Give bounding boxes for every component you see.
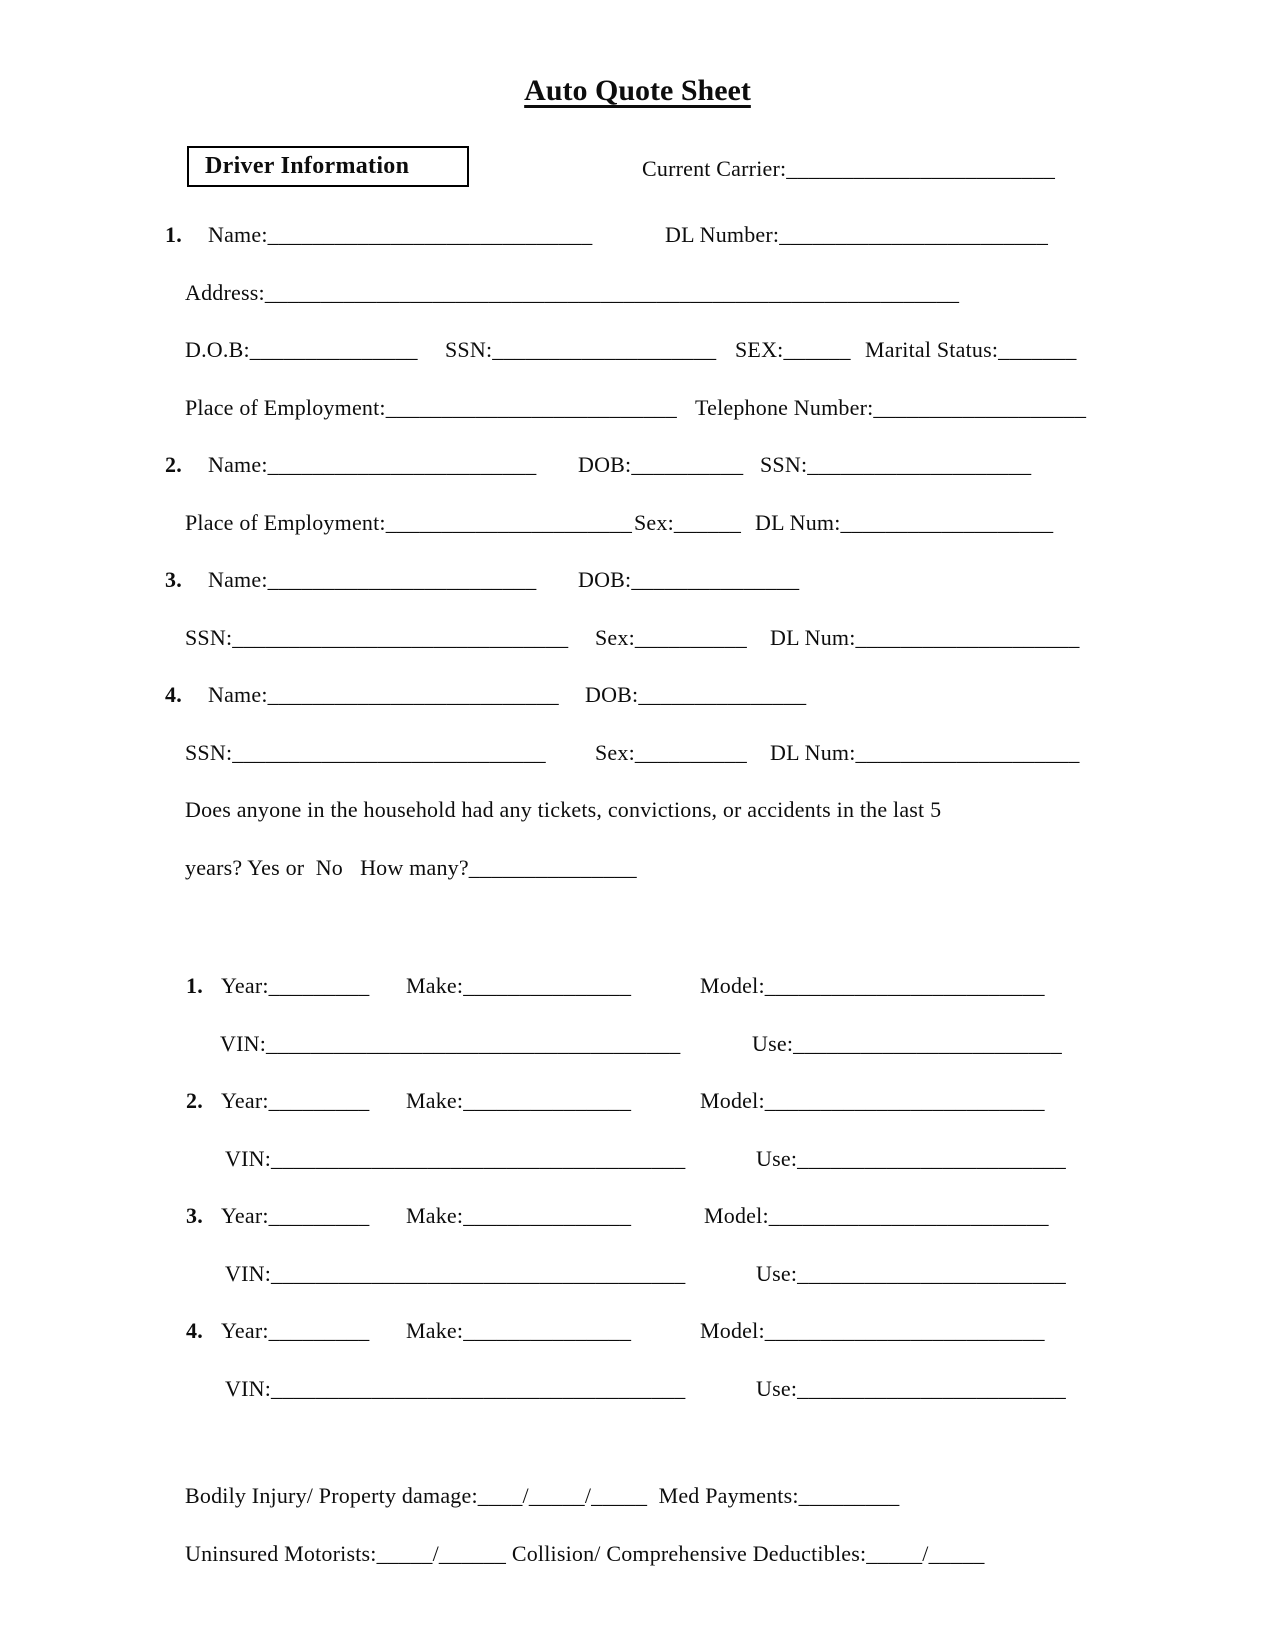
vehicle2-use-field: Use:________________________ bbox=[756, 1146, 1066, 1171]
driver3-ssn-row bbox=[0, 625, 1275, 655]
driver2-ssn-field: SSN:____________________ bbox=[760, 452, 1032, 477]
vehicle3-year-field: Year:_________ bbox=[221, 1203, 370, 1228]
vehicle2-vin-row bbox=[0, 1146, 1275, 1176]
vehicle4-use-field: Use:________________________ bbox=[756, 1376, 1066, 1401]
household-question-row1 bbox=[0, 797, 1275, 827]
vehicle1-vin-field: VIN:_____________________________________ bbox=[220, 1031, 681, 1056]
vehicle3-use-field: Use:________________________ bbox=[756, 1261, 1066, 1286]
driver4-sex-field: Sex:__________ bbox=[595, 740, 747, 765]
household-question-line1: Does anyone in the household had any tickets, convictions, or accidents in the last 5 bbox=[185, 797, 942, 822]
vehicle2-vin-field: VIN:_____________________________________ bbox=[225, 1146, 686, 1171]
vehicle2-year-field: Year:_________ bbox=[221, 1088, 370, 1113]
vehicle2-row bbox=[0, 1088, 1275, 1118]
driver1-sex-field: SEX:______ bbox=[735, 337, 851, 362]
driver4-ssn-row bbox=[0, 740, 1275, 770]
driver2-dob-field: DOB:__________ bbox=[578, 452, 744, 477]
vehicle1-number: 1. bbox=[186, 973, 203, 998]
vehicle1-vin-row bbox=[0, 1031, 1275, 1061]
vehicle2-model-field: Model:_________________________ bbox=[700, 1088, 1045, 1113]
driver2-number: 2. bbox=[165, 452, 182, 477]
driver1-employment-field: Place of Employment:__________________________ bbox=[185, 395, 677, 420]
driver3-name-field: Name:________________________ bbox=[208, 567, 537, 592]
current-carrier-row bbox=[0, 156, 1275, 186]
vehicle3-make-field: Make:_______________ bbox=[406, 1203, 632, 1228]
vehicle4-year-field: Year:_________ bbox=[221, 1318, 370, 1343]
vehicle1-use-field: Use:________________________ bbox=[752, 1031, 1062, 1056]
vehicle3-row bbox=[0, 1203, 1275, 1233]
driver3-sex-field: Sex:__________ bbox=[595, 625, 747, 650]
driver1-marital-status-field: Marital Status:_______ bbox=[865, 337, 1077, 362]
vehicle3-vin-row bbox=[0, 1261, 1275, 1291]
coverage-uninsured-row bbox=[0, 1541, 1275, 1571]
driver-information-label: Driver Information bbox=[205, 153, 410, 179]
driver4-dl-num-field: DL Num:____________________ bbox=[770, 740, 1080, 765]
driver4-ssn-field: SSN:____________________________ bbox=[185, 740, 546, 765]
driver2-employment-row bbox=[0, 510, 1275, 540]
household-question-line2: years? Yes or No How many?_______________ bbox=[185, 855, 637, 880]
vehicle1-row bbox=[0, 973, 1275, 1003]
driver3-number: 3. bbox=[165, 567, 182, 592]
page-title: Auto Quote Sheet bbox=[524, 74, 751, 107]
driver4-dob-field: DOB:_______________ bbox=[585, 682, 807, 707]
vehicle1-year-field: Year:_________ bbox=[221, 973, 370, 998]
driver2-dl-num-field: DL Num:___________________ bbox=[755, 510, 1054, 535]
vehicle2-make-field: Make:_______________ bbox=[406, 1088, 632, 1113]
driver2-employment-field: Place of Employment:______________________ bbox=[185, 510, 633, 535]
vehicle1-model-field: Model:_________________________ bbox=[700, 973, 1045, 998]
driver4-name-row bbox=[0, 682, 1275, 712]
driver2-name-row bbox=[0, 452, 1275, 482]
household-question-row2 bbox=[0, 855, 1275, 885]
coverage-bodily-injury-row bbox=[0, 1483, 1275, 1513]
coverage-bodily-injury-line: Bodily Injury/ Property damage:____/_____/_____ Med Payments:_________ bbox=[185, 1483, 900, 1508]
driver1-name-row bbox=[0, 222, 1275, 252]
vehicle4-number: 4. bbox=[186, 1318, 203, 1343]
driver1-ssn-field: SSN:____________________ bbox=[445, 337, 717, 362]
vehicle4-make-field: Make:_______________ bbox=[406, 1318, 632, 1343]
current-carrier-field: Current Carrier:________________________ bbox=[642, 156, 1056, 181]
vehicle3-vin-field: VIN:_____________________________________ bbox=[225, 1261, 686, 1286]
driver1-name-field: Name:_____________________________ bbox=[208, 222, 593, 247]
driver1-telephone-field: Telephone Number:___________________ bbox=[695, 395, 1087, 420]
driver3-dl-num-field: DL Num:____________________ bbox=[770, 625, 1080, 650]
coverage-uninsured-line: Uninsured Motorists:_____/______ Collision/ Comprehensive Deductibles:_____/_____ bbox=[185, 1541, 985, 1566]
driver4-number: 4. bbox=[165, 682, 182, 707]
driver1-dl-number-field: DL Number:________________________ bbox=[665, 222, 1049, 247]
driver1-address-field: Address:______________________________________________________________ bbox=[185, 280, 960, 305]
driver3-dob-field: DOB:_______________ bbox=[578, 567, 800, 592]
vehicle3-number: 3. bbox=[186, 1203, 203, 1228]
vehicle2-number: 2. bbox=[186, 1088, 203, 1113]
vehicle1-make-field: Make:_______________ bbox=[406, 973, 632, 998]
vehicle4-vin-row bbox=[0, 1376, 1275, 1406]
vehicle4-row bbox=[0, 1318, 1275, 1348]
driver1-dob-row bbox=[0, 337, 1275, 367]
driver2-name-field: Name:________________________ bbox=[208, 452, 537, 477]
driver2-sex-field: Sex:______ bbox=[634, 510, 742, 535]
driver4-name-field: Name:__________________________ bbox=[208, 682, 559, 707]
driver1-dob-field: D.O.B:_______________ bbox=[185, 337, 418, 362]
driver1-address-row bbox=[0, 280, 1275, 310]
driver1-number: 1. bbox=[165, 222, 182, 247]
vehicle4-model-field: Model:_________________________ bbox=[700, 1318, 1045, 1343]
vehicle3-model-field: Model:_________________________ bbox=[704, 1203, 1049, 1228]
vehicle4-vin-field: VIN:_____________________________________ bbox=[225, 1376, 686, 1401]
driver1-employment-row bbox=[0, 395, 1275, 425]
driver3-ssn-field: SSN:______________________________ bbox=[185, 625, 569, 650]
driver3-name-row bbox=[0, 567, 1275, 597]
